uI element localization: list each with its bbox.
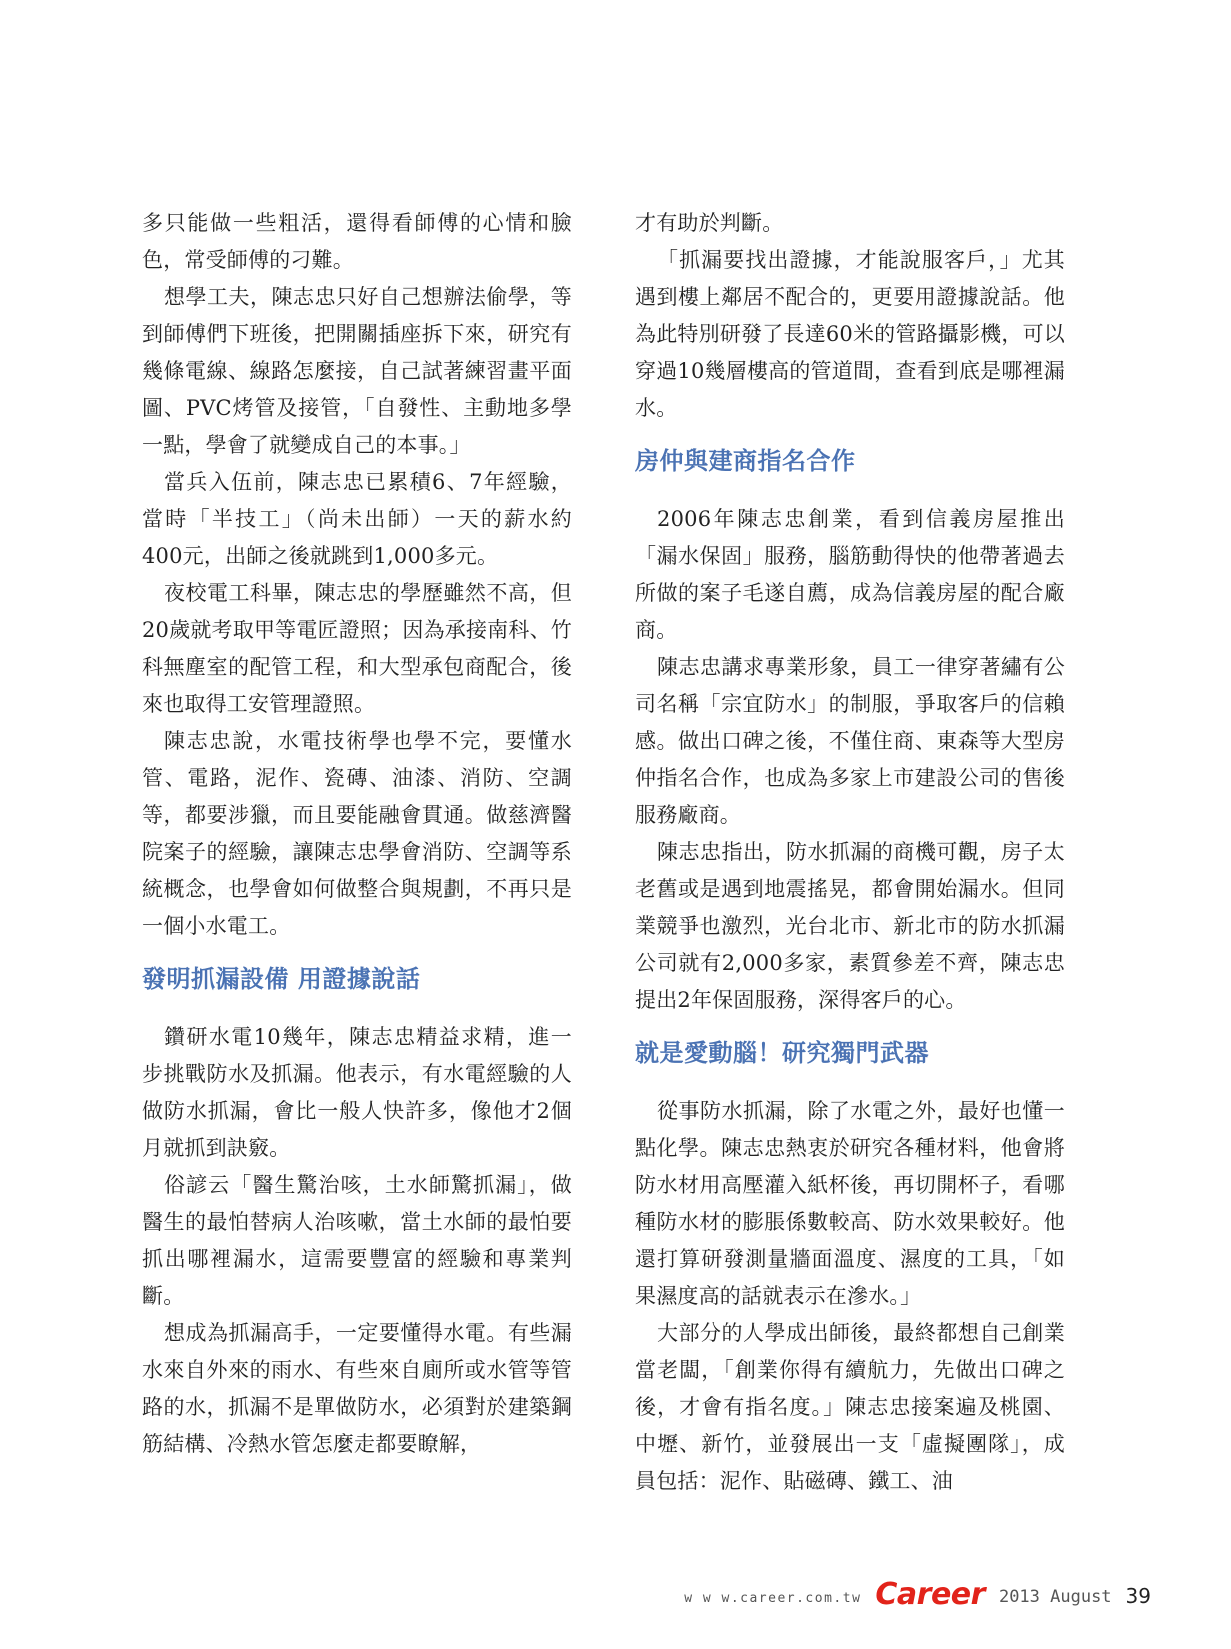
section-heading: 就是愛動腦！研究獨門武器 xyxy=(635,1039,929,1067)
page-number: 39 xyxy=(1125,1584,1151,1608)
career-logo: Career xyxy=(875,1577,985,1612)
website-url: w w w.career.com.tw xyxy=(684,1591,862,1606)
right-column xyxy=(635,205,1065,1500)
paragraph: 俗諺云「醫生驚治咳，土水師驚抓漏」，做醫生的最怕替病人治咳嗽，當土水師的最怕要抓出哪裡漏水，這需要豐富的經驗和專業判斷。 xyxy=(142,1173,572,1308)
paragraph: 陳志忠講求專業形象，員工一律穿著繡有公司名稱「宗宜防水」的制服，爭取客戶的信賴感。做出口碑之後，不僅住商、東森等大型房仲指名合作，也成為多家上市建設公司的售後服務廠商。 xyxy=(635,655,1065,827)
paragraph: 「抓漏要找出證據，才能說服客戶，」尤其遇到樓上鄰居不配合的，更要用證據說話。他為此特別研發了長達60米的管路攝影機，可以穿過10幾層樓高的管道間，查看到底是哪裡漏水。 xyxy=(635,248,1065,420)
paragraph: 從事防水抓漏，除了水電之外，最好也懂一點化學。陳志忠熱衷於研究各種材料，他會將防水材用高壓灌入紙杯後，再切開杯子，看哪種防水材的膨脹係數較高、防水效果較好。他還打算研發測量牆面溫度、濕度的工具，「如果濕度高的話就表示在滲水。」 xyxy=(635,1099,1065,1308)
paragraph: 想學工夫，陳志忠只好自己想辦法偷學，等到師傅們下班後，把開關插座拆下來，研究有幾條電線、線路怎麼接，自己試著練習畫平面圖、PVC烤管及接管，「自發性、主動地多學一點，學會了就變成自己的本事。」 xyxy=(142,285,572,457)
paragraph: 大部分的人學成出師後，最終都想自己創業當老闆，「創業你得有續航力，先做出口碑之後，才會有指名度。」陳志忠接案遍及桃園、中壢、新竹，並發展出一支「虛擬團隊」，成員包括：泥作、貼磁磚、鐵工、油 xyxy=(635,1321,1065,1493)
paragraph: 陳志忠指出，防水抓漏的商機可觀，房子太老舊或是遇到地震搖晃，都會開始漏水。但同業競爭也激烈，光台北市、新北市的防水抓漏公司就有2,000多家，素質參差不齊，陳志忠提出2年保固服務，深得客戶的心。 xyxy=(635,840,1065,1012)
paragraph: 鑽研水電10幾年，陳志忠精益求精，進一步挑戰防水及抓漏。他表示，有水電經驗的人做防水抓漏，會比一般人快許多，像他才2個月就抓到訣竅。 xyxy=(142,1025,572,1160)
paragraph: 夜校電工科畢，陳志忠的學歷雖然不高，但20歲就考取甲等電匠證照；因為承接南科、竹科無塵室的配管工程，和大型承包商配合，後來也取得工安管理證照。 xyxy=(142,581,572,716)
page-footer xyxy=(684,1576,1151,1610)
paragraph: 才有助於判斷。 xyxy=(635,211,784,235)
paragraph: 2006年陳志忠創業，看到信義房屋推出「漏水保固」服務，腦筋動得快的他帶著過去所做的案子毛遂自薦，成為信義房屋的配合廠商。 xyxy=(635,507,1065,642)
paragraph: 當兵入伍前，陳志忠已累積6、7年經驗，當時「半技工」（尚未出師）一天的薪水約400元，出師之後就跳到1,000多元。 xyxy=(142,470,572,568)
issue-date: 2013 August xyxy=(998,1587,1112,1607)
left-column xyxy=(142,205,572,1463)
paragraph: 多只能做一些粗活，還得看師傅的心情和臉色，常受師傅的刁難。 xyxy=(142,211,572,272)
section-heading: 房仲與建商指名合作 xyxy=(635,447,856,475)
paragraph: 陳志忠說，水電技術學也學不完，要懂水管、電路，泥作、瓷磚、油漆、消防、空調等，都要涉獵，而且要能融會貫通。做慈濟醫院案子的經驗，讓陳志忠學會消防、空調等系統概念，也學會如何做整合與規劃，不再只是一個小水電工。 xyxy=(142,729,572,938)
paragraph: 想成為抓漏高手，一定要懂得水電。有些漏水來自外來的雨水、有些來自廁所或水管等管路的水，抓漏不是單做防水，必須對於建築鋼筋結構、冷熱水管怎麼走都要瞭解， xyxy=(142,1321,572,1456)
section-heading: 發明抓漏設備 用證據說話 xyxy=(142,965,421,993)
